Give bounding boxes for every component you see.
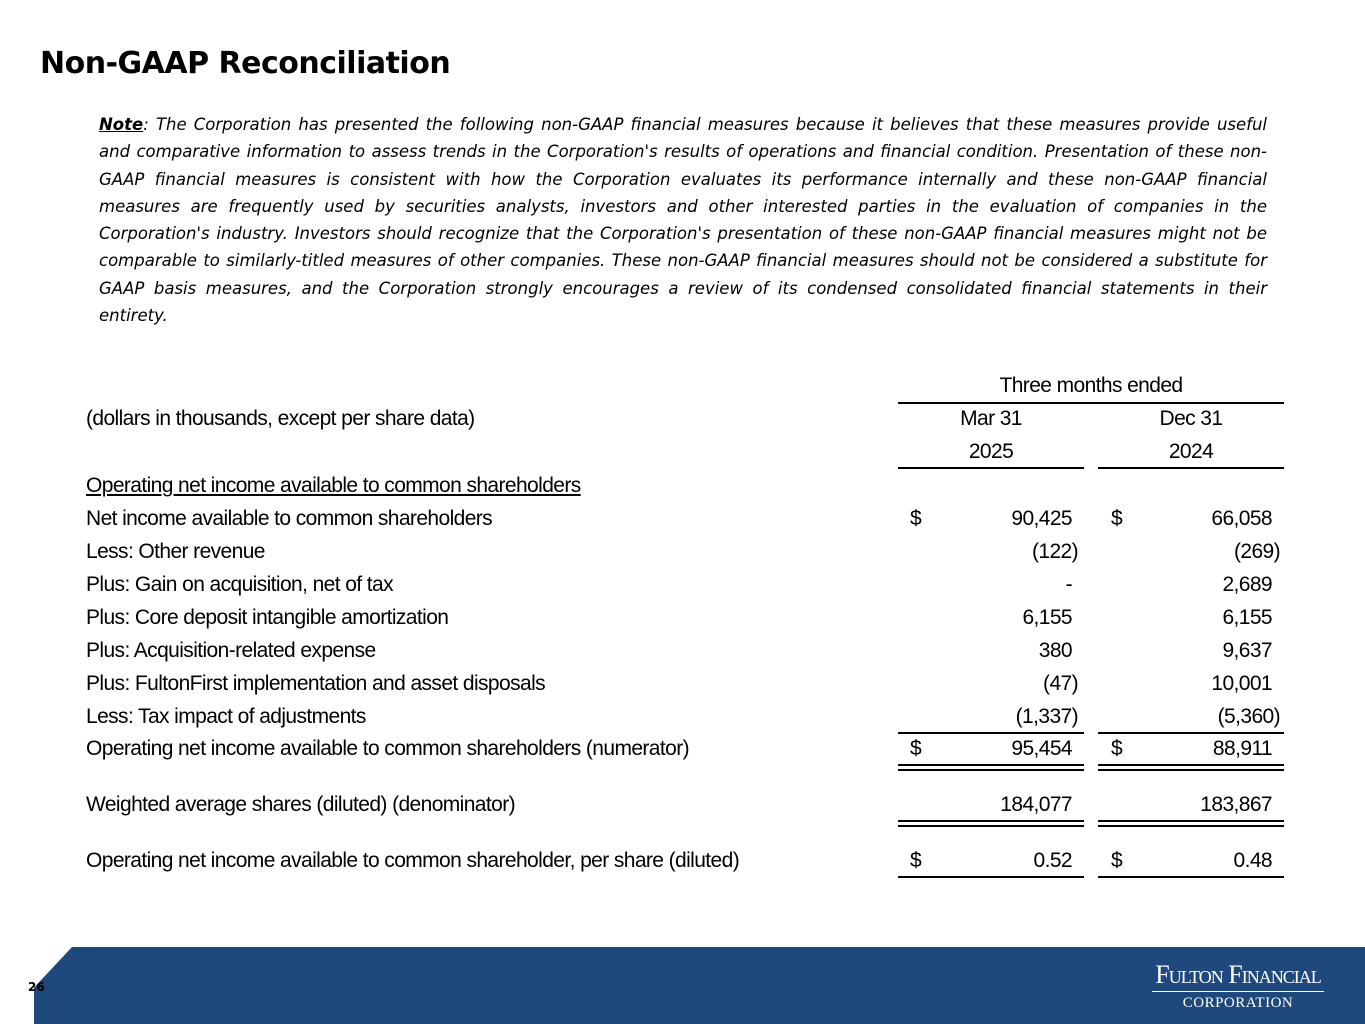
row-value: 10,001 xyxy=(1211,672,1272,695)
row-value: (1,337) xyxy=(1015,705,1078,728)
col2-header-rule xyxy=(1098,467,1284,469)
row-value: - xyxy=(1065,573,1072,596)
row-value: 66,058 xyxy=(1211,507,1272,530)
row-label: Less: Other revenue xyxy=(86,540,265,563)
note-label: Note xyxy=(99,115,144,134)
subtotal-rule xyxy=(898,732,1084,734)
subtotal-rule xyxy=(1098,732,1284,734)
row-label: Plus: FultonFirst implementation and asset disposals xyxy=(86,672,546,695)
total-double-rule xyxy=(1098,764,1284,771)
col1-month: Mar 31 xyxy=(960,407,1022,430)
header-rule xyxy=(898,402,1284,404)
row-value: 2,689 xyxy=(1222,573,1272,596)
period-header: Three months ended xyxy=(999,374,1183,397)
total-double-rule xyxy=(1098,820,1284,827)
units-label: (dollars in thousands, except per share data) xyxy=(86,407,475,430)
row-value: (5,360) xyxy=(1217,705,1280,728)
row-value: 0.52 xyxy=(1033,849,1072,872)
page-title: Non-GAAP Reconciliation xyxy=(40,46,451,81)
row-value: 6,155 xyxy=(1222,606,1272,629)
currency-symbol: $ xyxy=(1111,507,1123,530)
row-value: 380 xyxy=(1038,639,1072,662)
col1-header-rule xyxy=(898,467,1084,469)
row-value: (122) xyxy=(1031,540,1078,563)
row-label: Net income available to common shareholders xyxy=(86,507,493,530)
logo-rule xyxy=(1152,991,1324,992)
col1-year: 2025 xyxy=(968,440,1014,463)
col2-month: Dec 31 xyxy=(1159,407,1223,430)
section-title: Operating net income available to common shareholders xyxy=(86,474,581,497)
currency-symbol: $ xyxy=(1111,849,1123,872)
row-label: Operating net income available to common shareholder, per share (diluted) xyxy=(86,849,740,872)
logo-line1: Fulton Financial xyxy=(1155,960,1321,989)
total-double-rule xyxy=(898,764,1084,771)
final-rule xyxy=(898,876,1084,878)
row-value: (269) xyxy=(1233,540,1280,563)
row-value: (47) xyxy=(1043,672,1078,695)
row-label: Less: Tax impact of adjustments xyxy=(86,705,366,728)
row-value: 88,911 xyxy=(1212,737,1272,760)
note-text: : The Corporation has presented the following non-GAAP financial measures because it believes that these measures provide useful and comparative information to assess trends in the Corporation's results of operations and financial condition. Presentation of these non-GAAP financial measures is consistent with how the Corporation evaluates its performance internally and these non-GAAP financial measures are frequently used by securities analysts, investors and other interested parties in the evaluation of companies in the Corporation's industry. Investors should recognize that the Corporation's presentation of these non-GAAP financial measures might not be comparable to similarly-titled measures of other companies. These non-GAAP financial measures should not be considered a substitute for GAAP basis measures, and the Corporation strongly encourages a review of its condensed consolidated financial statements in their entirety. xyxy=(99,115,1267,326)
col2-year: 2024 xyxy=(1168,440,1214,463)
currency-symbol: $ xyxy=(910,849,922,872)
currency-symbol: $ xyxy=(910,737,922,760)
row-value: 90,425 xyxy=(1011,507,1072,530)
logo-line2: CORPORATION xyxy=(1182,995,1294,1011)
row-label: Plus: Core deposit intangible amortization xyxy=(86,606,449,629)
total-double-rule xyxy=(898,820,1084,827)
row-label: Operating net income available to common shareholders (numerator) xyxy=(86,737,689,760)
row-value: 184,077 xyxy=(1000,793,1072,816)
currency-symbol: $ xyxy=(910,507,922,530)
currency-symbol: $ xyxy=(1111,737,1123,760)
row-label: Weighted average shares (diluted) (denominator) xyxy=(86,793,515,816)
row-label: Plus: Gain on acquisition, net of tax xyxy=(86,573,393,596)
row-value: 0.48 xyxy=(1233,849,1272,872)
row-label: Plus: Acquisition-related expense xyxy=(86,639,376,662)
fulton-financial-logo xyxy=(1152,960,1324,1012)
note-paragraph xyxy=(99,111,1267,329)
row-value: 9,637 xyxy=(1222,639,1272,662)
row-value: 95,454 xyxy=(1011,737,1072,760)
final-rule xyxy=(1098,876,1284,878)
row-value: 183,867 xyxy=(1200,793,1272,816)
row-value: 6,155 xyxy=(1022,606,1072,629)
page-number: 26 xyxy=(28,980,45,994)
